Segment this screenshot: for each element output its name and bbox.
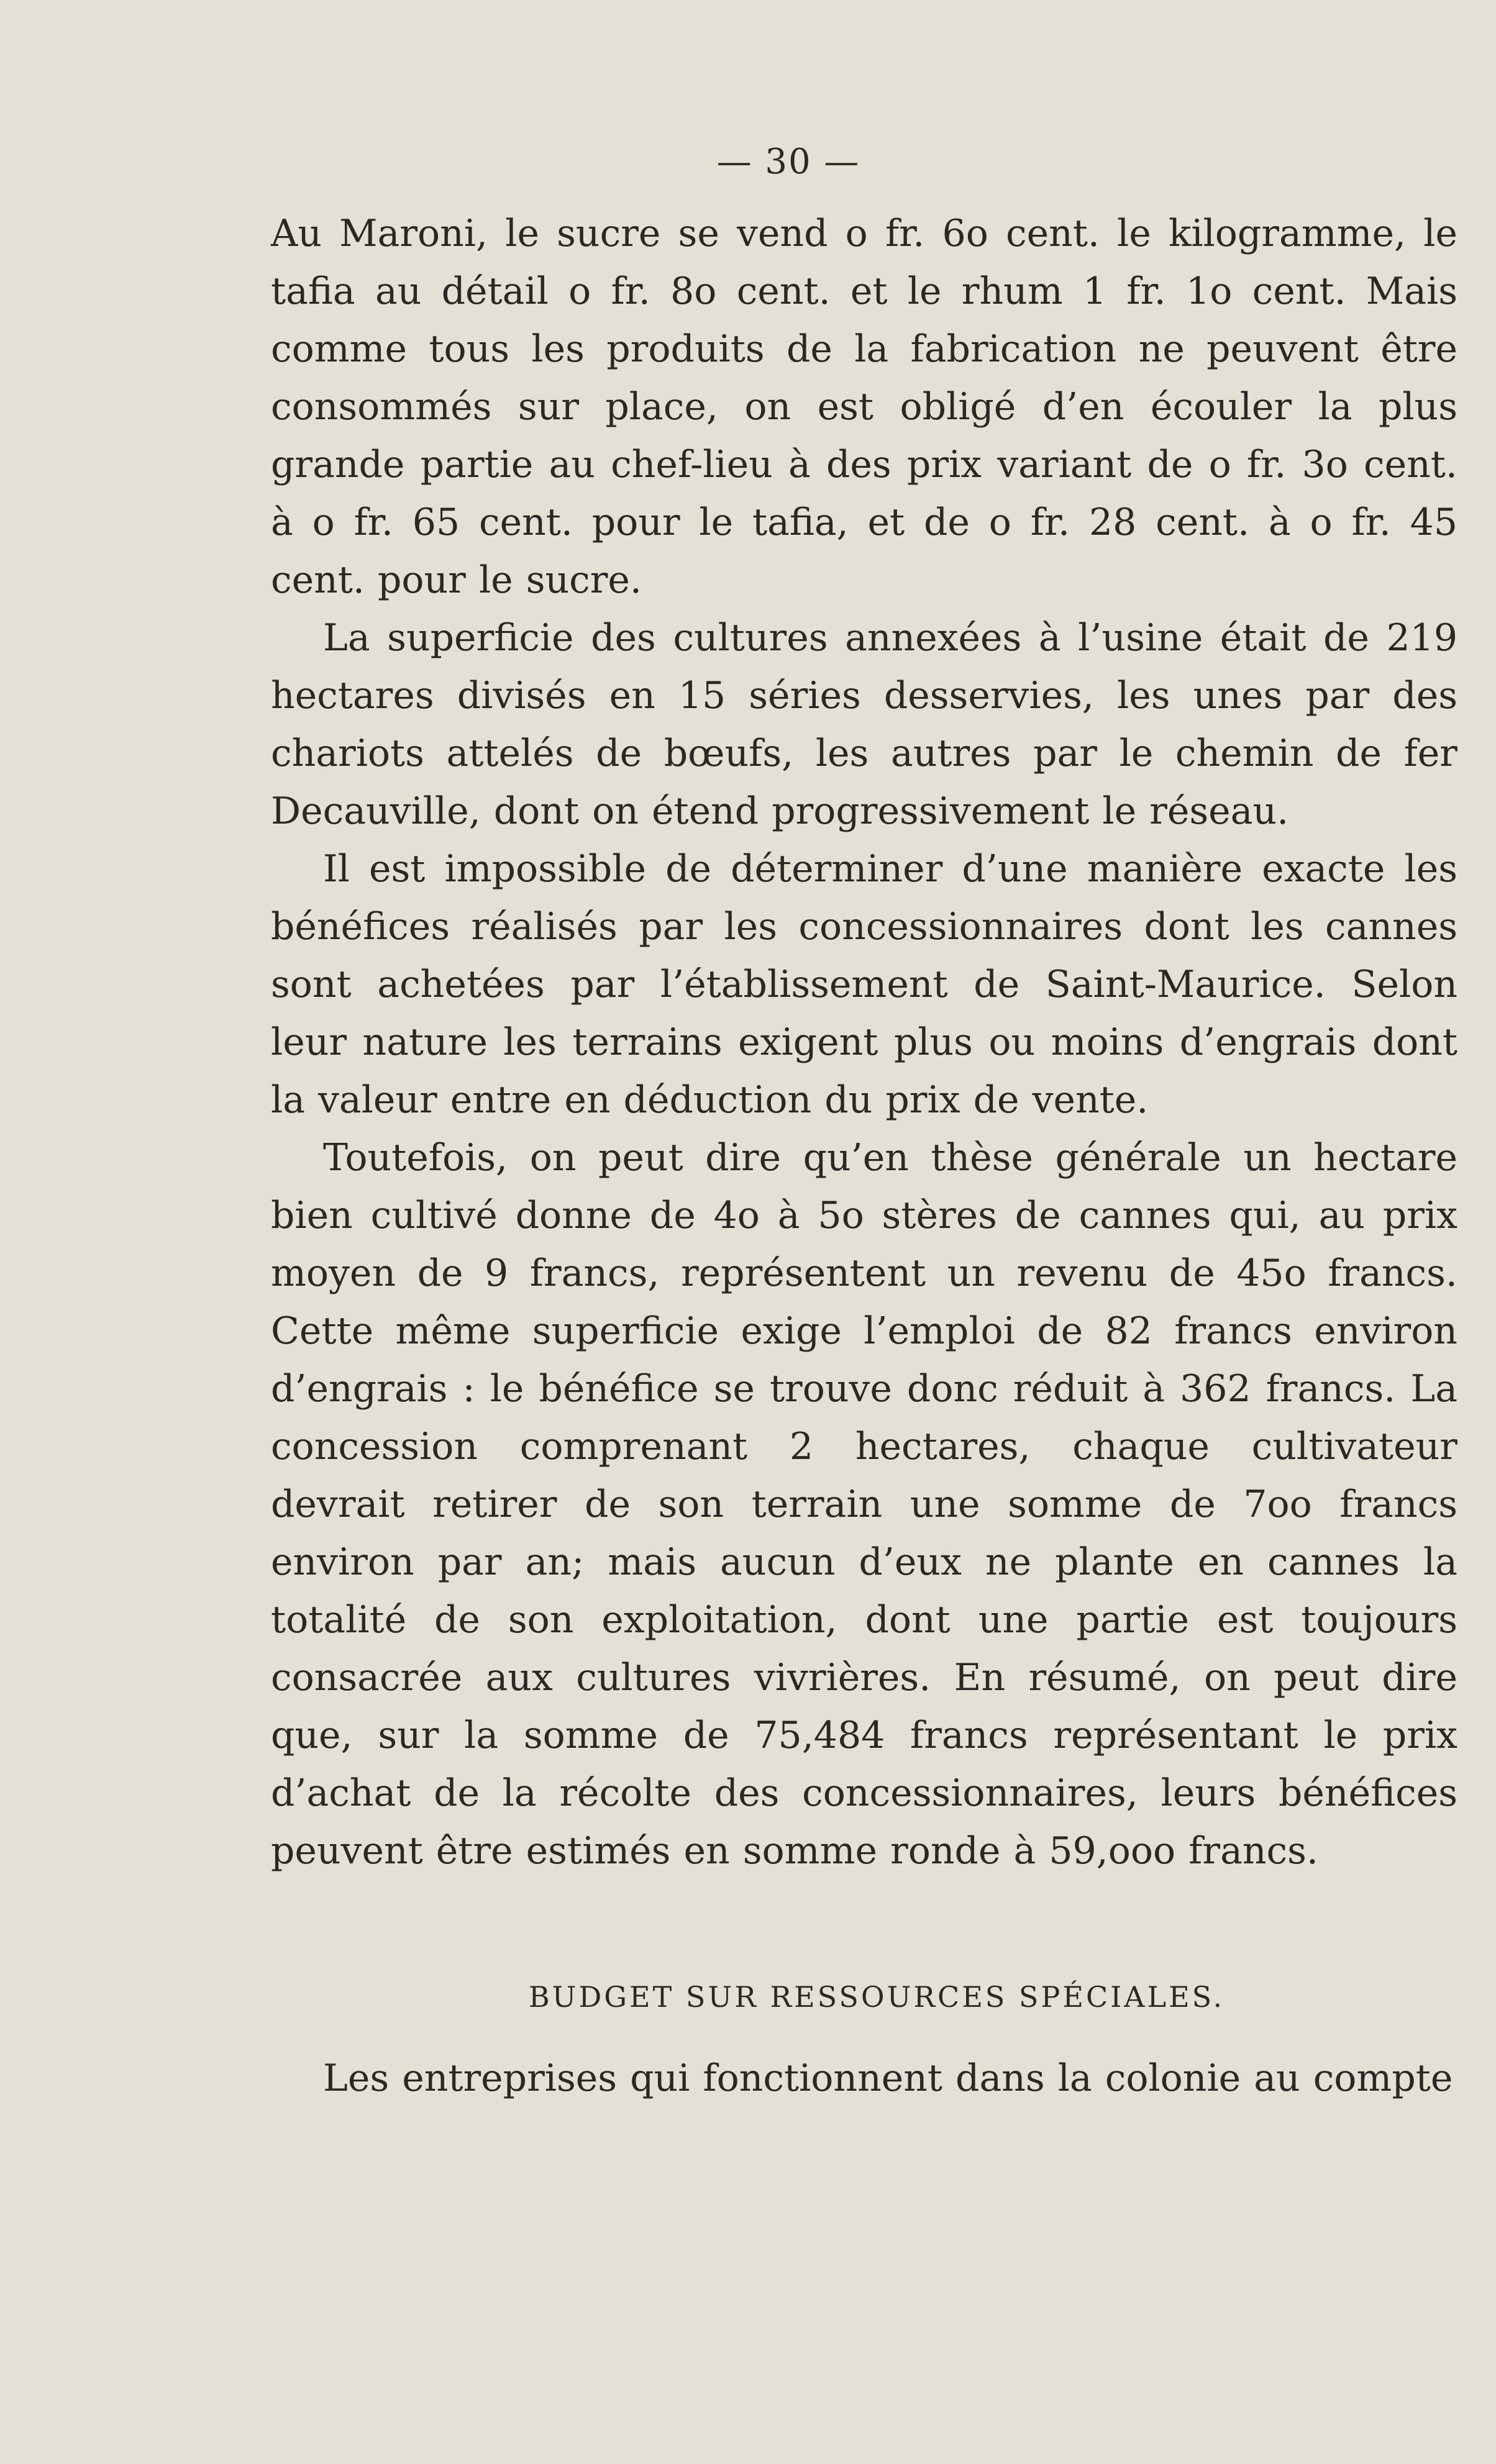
section-body bbox=[271, 2050, 1457, 2107]
body-text bbox=[271, 205, 1457, 1880]
paragraph-cultivated-area: La superficie des cultures annexées à l’usine était de 219 hectares divisés en 15 séries desservies, les unes par des chariots attelés de bœufs, les autres par le chemin de fer Decauville, dont on étend progressivement le réseau. bbox=[271, 616, 1457, 833]
paragraph-hectare-yield: Toutefois, on peut dire qu’en thèse générale un hectare bien cultivé donne de 4o à 5o stères de cannes qui, au prix moyen de 9 francs, représentent un revenu de 45o francs. Cette même superficie exige l’emploi de 82 francs environ d’engrais : le bénéfice se trouve donc réduit à 362 francs. La concession comprenant 2 hectares, chaque cultivateur devrait retirer de son terrain une somme de 7oo francs environ par an; mais aucun d’eux ne plante en cannes la totalité de son exploitation, dont une partie est toujours consacrée aux cultures vivrières. En résumé, on peut dire que, sur la somme de 75,484 francs représentant le prix d’achat de la récolte des concessionnaires, leurs bénéfices peuvent être estimés en somme ronde à 59,ooo francs. bbox=[271, 1136, 1457, 1873]
section-heading: BUDGET SUR RESSOURCES SPÉCIALES. bbox=[528, 1980, 1225, 2014]
page-number: — 30 — bbox=[716, 142, 860, 182]
paragraph-enterprises: Les entreprises qui fonctionnent dans la colonie au compte bbox=[323, 2057, 1453, 2100]
paragraph-sugar-prices: Au Maroni, le sucre se vend o fr. 6o cent. le kilogramme, le tafia au détail o fr. 8o cent. et le rhum 1 fr. 1o cent. Mais comme tous les produits de la fabrication ne peuvent être consommés sur place, on est obligé d’en écouler la plus grande partie au chef-lieu à des prix variant de o fr. 3o cent. à o fr. 65 cent. pour le tafia, et de o fr. 28 cent. à o fr. 45 cent. pour le sucre. bbox=[271, 212, 1457, 602]
paragraph-concessionaire-profits: Il est impossible de déterminer d’une manière exacte les bénéfices réalisés par les concessionnaires dont les cannes sont achetées par l’établissement de Saint-Maurice. Selon leur nature les terrains exigent plus ou moins d’engrais dont la valeur entre en déduction du prix de vente. bbox=[271, 847, 1457, 1122]
